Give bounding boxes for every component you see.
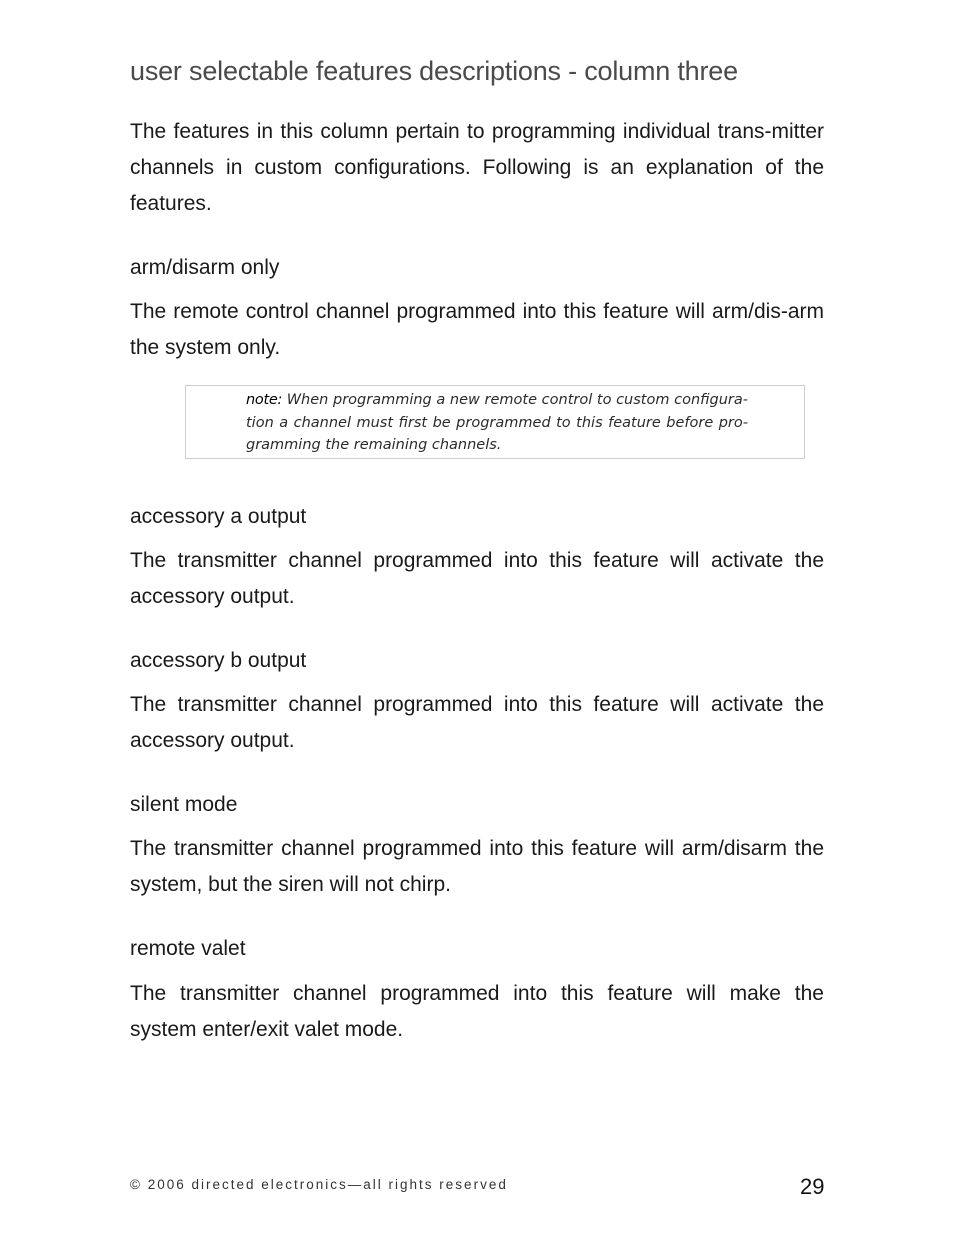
section-heading-remote-valet: remote valet (130, 937, 246, 960)
section-heading-arm-disarm-only: arm/disarm only (130, 256, 280, 279)
section-body-remote-valet: The transmitter channel programmed into this feature will make the system enter/exit valet mode. (130, 982, 824, 1041)
note-label: note: (246, 392, 283, 408)
page-number: 29 (800, 1174, 825, 1199)
footer-copyright: © 2006 directed electronics—all rights reserved (130, 1177, 508, 1192)
section-body-accessory-a-output: The transmitter channel programmed into this feature will activate the accessory output. (130, 549, 824, 608)
section-body-silent-mode: The transmitter channel programmed into this feature will arm/disarm the system, but the siren will not chirp. (130, 837, 824, 896)
section-heading-accessory-b-output: accessory b output (130, 649, 307, 672)
note-paragraph (246, 389, 748, 457)
page-title: user selectable features descriptions - column three (130, 56, 738, 86)
section-body-accessory-b-output: The transmitter channel programmed into this feature will activate the accessory output. (130, 693, 824, 752)
intro-paragraph: The features in this column pertain to programming individual trans-mitter channels in custom configurations. Following is an explanation of the features. (130, 120, 824, 215)
note-text: When programming a new remote control to custom configura-tion a channel must first be programmed to this feature before pro-gramming the remaining channels. (246, 392, 749, 453)
section-heading-accessory-a-output: accessory a output (130, 505, 307, 528)
note-box (185, 385, 805, 459)
section-body-arm-disarm-only: The remote control channel programmed into this feature will arm/dis-arm the system only. (130, 300, 824, 359)
section-heading-silent-mode: silent mode (130, 793, 238, 816)
